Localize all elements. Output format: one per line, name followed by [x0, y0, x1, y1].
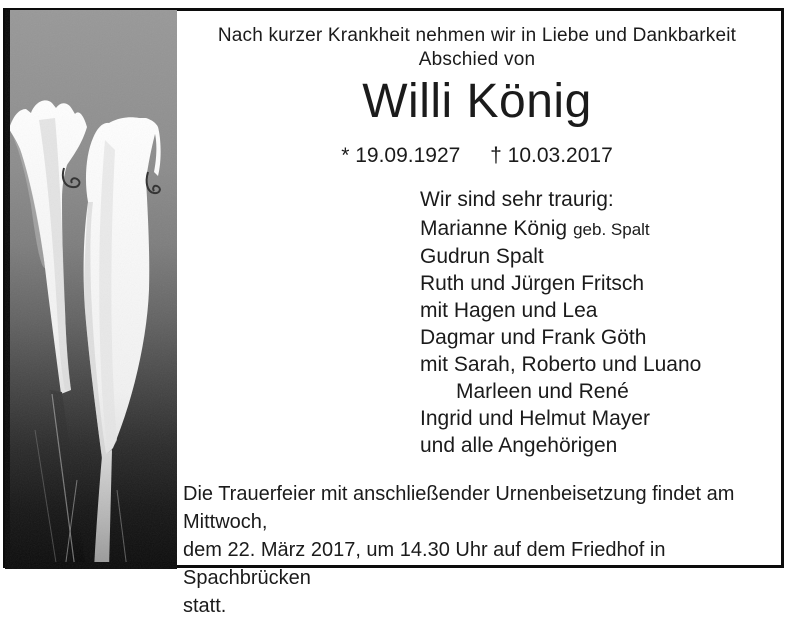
mourner-name: Marleen und René: [456, 380, 629, 403]
funeral-line: Die Trauerfeier mit anschließender Urnenbeisetzung findet am Mittwoch,: [183, 483, 735, 533]
funeral-details: [183, 480, 771, 620]
funeral-line: dem 22. März 2017, um 14.30 Uhr auf dem Friedhof in Spachbrücken: [183, 539, 666, 589]
life-dates: [183, 142, 771, 169]
mourner-name: Ruth und Jürgen Fritsch: [420, 272, 645, 295]
death-date: † 10.03.2017: [490, 144, 613, 167]
mourner-name: mit Sarah, Roberto und Luano: [420, 353, 702, 376]
mourners-list: [420, 215, 701, 459]
maiden-name: geb. Spalt: [573, 220, 650, 239]
intro-line: Nach kurzer Krankheit nehmen wir in Liebe und Dankbarkeit Abschied von: [217, 25, 737, 70]
funeral-line: statt.: [183, 595, 227, 617]
photo-grain: [5, 10, 177, 569]
birth-date: * 19.09.1927: [341, 144, 461, 167]
mourner-name: und alle Angehörigen: [420, 434, 618, 457]
grief-line: Wir sind sehr traurig:: [420, 188, 614, 211]
mourner-name: [420, 215, 701, 243]
calla-lilies-illustration: [5, 10, 177, 569]
calla-lilies-photo: [5, 10, 177, 569]
mourner-name: Ingrid und Helmut Mayer: [420, 407, 650, 430]
deceased-name: Willi König: [362, 75, 592, 128]
mourner-name: mit Hagen und Lea: [420, 299, 598, 322]
mourner-name: Gudrun Spalt: [420, 245, 544, 268]
mourner-main-name: Marianne König: [420, 217, 568, 240]
mourner-name: Dagmar und Frank Göth: [420, 326, 647, 349]
notice-text: [183, 0, 771, 617]
